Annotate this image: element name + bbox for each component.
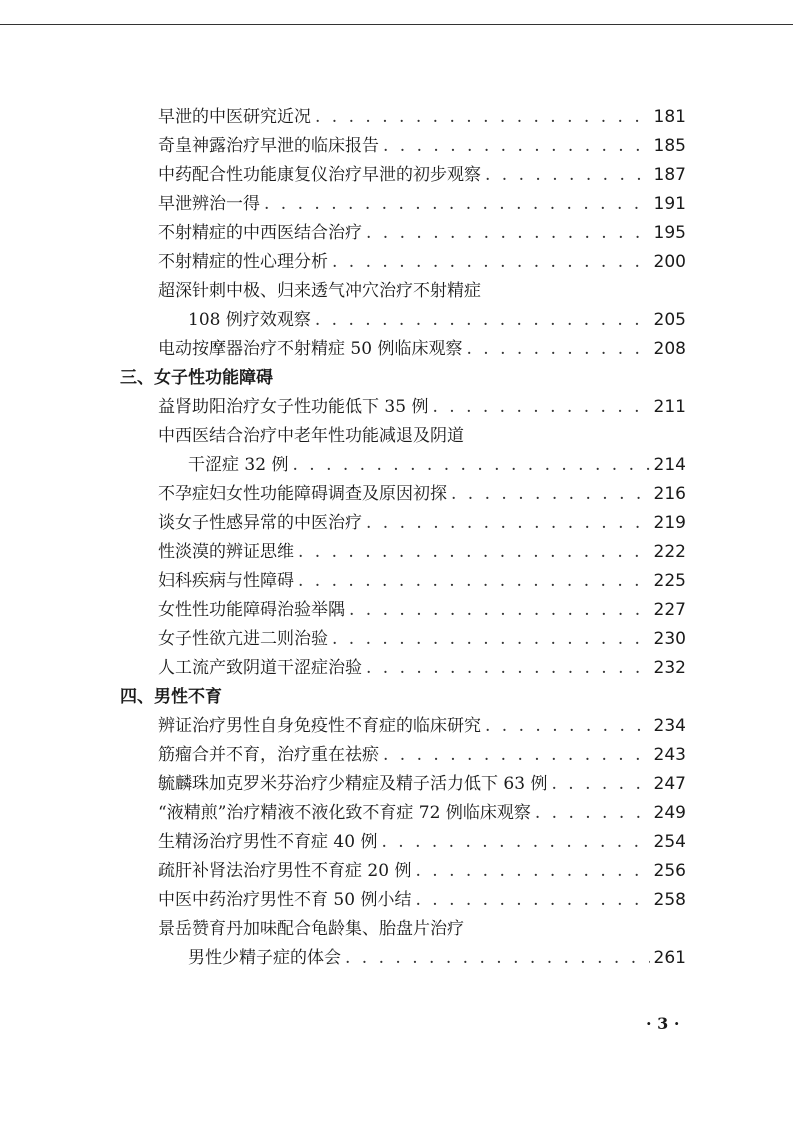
dot-leader	[415, 861, 649, 881]
toc-entry-title: 干涩症 32 例	[188, 455, 289, 475]
toc-page-number: 191	[653, 194, 686, 214]
dot-leader	[345, 948, 650, 968]
toc-entry-title: 中药配合性功能康复仪治疗早泄的初步观察	[158, 165, 481, 185]
toc-entry-title: 电动按摩器治疗不射精症 50 例临床观察	[158, 339, 463, 359]
toc-entry	[120, 508, 686, 537]
toc-page-number: 216	[653, 484, 686, 504]
toc-entry	[120, 566, 686, 595]
table-of-contents	[120, 102, 686, 972]
toc-page-number: 230	[653, 629, 686, 649]
toc-page-number: 208	[653, 339, 686, 359]
toc-entry	[120, 218, 686, 247]
toc-entry	[120, 595, 686, 624]
toc-entry-title: 108 例疗效观察	[188, 310, 311, 330]
page-number: · 3 ·	[646, 1014, 680, 1033]
toc-page-number: 249	[653, 803, 686, 823]
toc-entry-title: 不射精症的中西医结合治疗	[158, 223, 362, 243]
dot-leader	[551, 774, 649, 794]
dot-leader	[315, 107, 650, 127]
toc-entry-title: 早泄的中医研究近况	[158, 107, 311, 127]
toc-page-number: 243	[653, 745, 686, 765]
toc-entry-title: 生精汤治疗男性不育症 40 例	[158, 832, 378, 852]
toc-entry	[120, 131, 686, 160]
dot-leader	[451, 484, 650, 504]
toc-page-number: 256	[653, 861, 686, 881]
toc-entry	[120, 798, 686, 827]
toc-entry-continuation	[120, 943, 686, 972]
toc-entry-title: 辨证治疗男性自身免疫性不育症的临床研究	[158, 716, 481, 736]
toc-entry-title: 妇科疾病与性障碍	[158, 571, 294, 591]
toc-page-number: 185	[653, 136, 686, 156]
dot-leader	[415, 890, 649, 910]
toc-page-number: 234	[653, 716, 686, 736]
toc-entry-title: 疏肝补肾法治疗男性不育症 20 例	[158, 861, 412, 881]
dot-leader	[332, 629, 650, 649]
toc-entry	[120, 914, 686, 943]
toc-entry-title: 益肾助阳治疗女子性功能低下 35 例	[158, 397, 429, 417]
toc-page-number: 227	[653, 600, 686, 620]
dot-leader	[264, 194, 650, 214]
toc-entry-title: 中西医结合治疗中老年性功能减退及阴道	[158, 426, 464, 446]
toc-entry	[120, 624, 686, 653]
toc-entry-title: 不射精症的性心理分析	[158, 252, 328, 272]
toc-entry	[120, 711, 686, 740]
toc-entry-title: 谈女子性感异常的中医治疗	[158, 513, 362, 533]
dot-leader	[332, 252, 650, 272]
toc-page-number: 181	[653, 107, 686, 127]
dot-leader	[366, 658, 650, 678]
toc-entry	[120, 421, 686, 450]
toc-page-number: 200	[653, 252, 686, 272]
dot-leader	[432, 397, 649, 417]
dot-leader	[349, 600, 650, 620]
top-rule	[0, 24, 793, 25]
toc-entry	[120, 160, 686, 189]
toc-entry	[120, 827, 686, 856]
dot-leader	[383, 745, 650, 765]
toc-page-number: 214	[653, 455, 686, 475]
toc-page-number: 187	[653, 165, 686, 185]
toc-entry-title: 毓麟珠加克罗米芬治疗少精症及精子活力低下 63 例	[158, 774, 548, 794]
toc-entry	[120, 740, 686, 769]
dot-leader	[298, 571, 650, 591]
toc-entry	[120, 856, 686, 885]
dot-leader	[366, 513, 650, 533]
toc-page-number: 247	[653, 774, 686, 794]
toc-entry-title: 超深针刺中极、归来透气冲穴治疗不射精症	[158, 281, 481, 301]
toc-entry	[120, 276, 686, 305]
dot-leader	[383, 136, 650, 156]
toc-entry	[120, 392, 686, 421]
toc-page-number: 195	[653, 223, 686, 243]
toc-entry-title: 女子性欲亢进二则治验	[158, 629, 328, 649]
toc-page-number: 258	[653, 890, 686, 910]
dot-leader	[298, 542, 650, 562]
dot-leader	[292, 455, 649, 475]
toc-entry-title: “液精煎”治疗精液不液化致不育症 72 例临床观察	[158, 803, 531, 823]
toc-entry-title: 四、男性不育	[120, 687, 222, 707]
dot-leader	[485, 716, 650, 736]
toc-entry-title: 男性少精子症的体会	[188, 948, 341, 968]
toc-page-number: 232	[653, 658, 686, 678]
toc-entry-title: 筋瘤合并不育，治疗重在祛瘀	[158, 745, 379, 765]
toc-entry-title: 早泄辨治一得	[158, 194, 260, 214]
toc-entry	[120, 334, 686, 363]
toc-entry-title: 景岳赞育丹加味配合龟龄集、胎盘片治疗	[158, 919, 464, 939]
toc-page-number: 219	[653, 513, 686, 533]
toc-entry-continuation	[120, 305, 686, 334]
toc-entry	[120, 537, 686, 566]
toc-entry-title: 三、女子性功能障碍	[120, 368, 273, 388]
toc-section-heading	[120, 682, 686, 711]
dot-leader	[366, 223, 650, 243]
dot-leader	[381, 832, 649, 852]
toc-page-number: 205	[653, 310, 686, 330]
toc-entry-continuation	[120, 450, 686, 479]
toc-entry-title: 不孕症妇女性功能障碍调查及原因初探	[158, 484, 447, 504]
toc-entry-title: 中医中药治疗男性不育 50 例小结	[158, 890, 412, 910]
dot-leader	[315, 310, 650, 330]
toc-page-number: 211	[653, 397, 686, 417]
toc-entry	[120, 653, 686, 682]
toc-entry	[120, 247, 686, 276]
toc-entry-title: 性淡漠的辨证思维	[158, 542, 294, 562]
toc-entry	[120, 189, 686, 218]
toc-page-number: 261	[653, 948, 686, 968]
toc-page-number: 254	[653, 832, 686, 852]
toc-entry	[120, 102, 686, 131]
toc-entry-title: 女性性功能障碍治验举隅	[158, 600, 345, 620]
toc-section-heading	[120, 363, 686, 392]
toc-entry	[120, 885, 686, 914]
toc-entry	[120, 479, 686, 508]
toc-page-number: 225	[653, 571, 686, 591]
dot-leader	[466, 339, 649, 359]
dot-leader	[535, 803, 650, 823]
toc-page-number: 222	[653, 542, 686, 562]
dot-leader	[485, 165, 650, 185]
toc-entry	[120, 769, 686, 798]
toc-entry-title: 人工流产致阴道干涩症治验	[158, 658, 362, 678]
toc-entry-title: 奇皇神露治疗早泄的临床报告	[158, 136, 379, 156]
